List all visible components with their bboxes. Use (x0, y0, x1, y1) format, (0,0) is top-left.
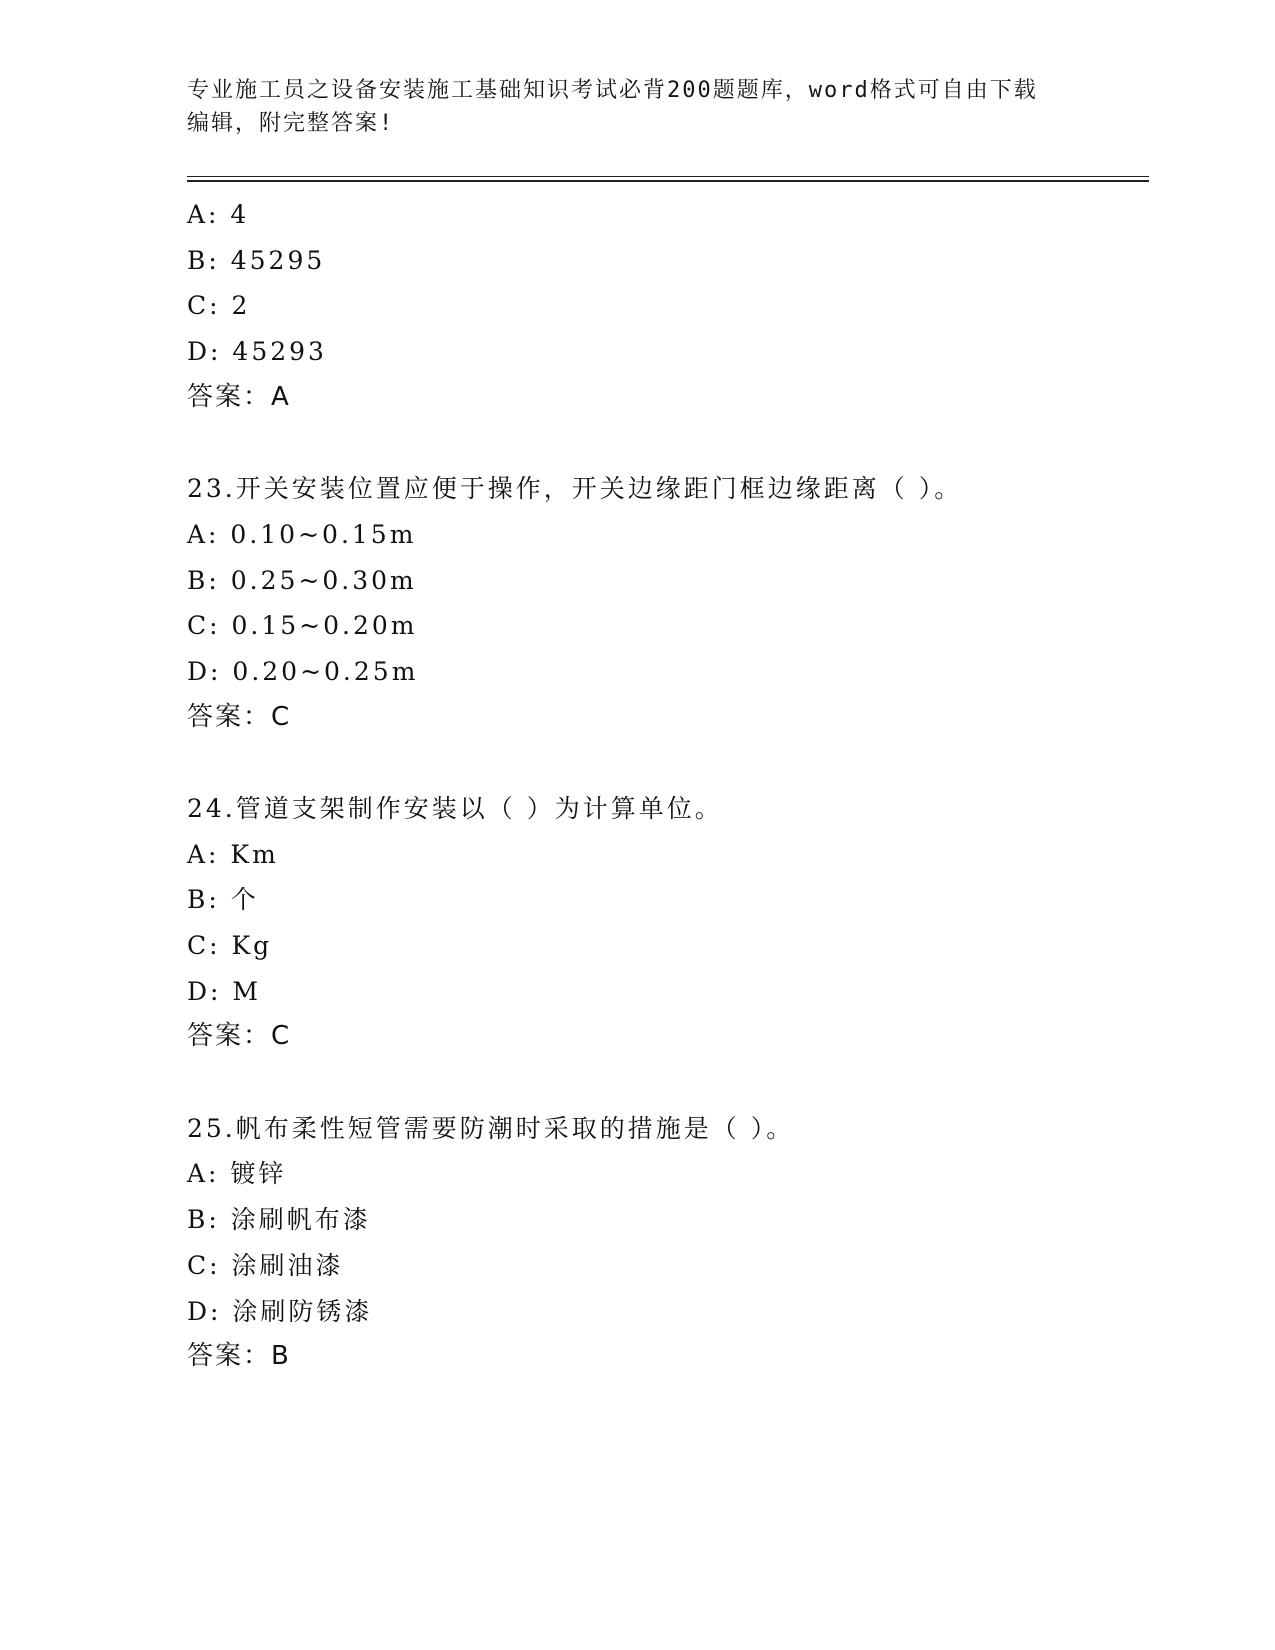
question-text: 25.帆布柔性短管需要防潮时采取的措施是（ ）。 (187, 1113, 795, 1143)
option-d: D: 0.20~0.25m (187, 656, 419, 686)
question-24 (187, 786, 1147, 1060)
answer-line: 答案：A (187, 381, 291, 412)
question-22 (187, 192, 1147, 420)
option-d: D: 45293 (187, 337, 327, 367)
spacer (187, 1060, 1147, 1106)
spacer (187, 740, 1147, 786)
question-text: 23.开关安装位置应便于操作，开关边缘距门框边缘距离（ ）。 (187, 474, 963, 504)
question-25 (187, 1106, 1147, 1380)
question-list (187, 192, 1147, 1380)
option-c: C: 2 (187, 291, 251, 321)
option-a: A: 4 (187, 200, 250, 229)
spacer (187, 420, 1147, 466)
answer-line: 答案：B (187, 1341, 291, 1372)
option-d: D: 涂刷防锈漆 (187, 1296, 373, 1326)
document-header (187, 74, 1087, 140)
option-c: C: 涂刷油漆 (187, 1250, 344, 1280)
question-23 (187, 466, 1147, 740)
question-text: 24.管道支架制作安装以（ ）为计算单位。 (187, 793, 723, 823)
header-divider-thick (187, 180, 1149, 182)
option-c: C: Kg (187, 931, 273, 960)
header-line-2: 编辑，附完整答案! (187, 111, 395, 136)
answer-line: 答案：C (187, 1021, 292, 1052)
option-b: B: 个 (187, 885, 259, 915)
option-a: A: Km (187, 839, 279, 869)
option-b: B: 涂刷帆布漆 (187, 1205, 371, 1235)
option-d: D: M (187, 976, 262, 1006)
answer-line: 答案：C (187, 701, 292, 732)
header-divider-thin (187, 176, 1149, 177)
option-a: A: 0.10~0.15m (187, 519, 417, 549)
option-a: A: 镀锌 (187, 1159, 287, 1189)
header-line-1: 专业施工员之设备安装施工基础知识考试必背200题题库，word格式可自由下载 (187, 78, 1038, 103)
option-c: C: 0.15~0.20m (187, 611, 418, 641)
option-b: B: 45295 (187, 245, 326, 275)
option-b: B: 0.25~0.30m (187, 565, 417, 595)
